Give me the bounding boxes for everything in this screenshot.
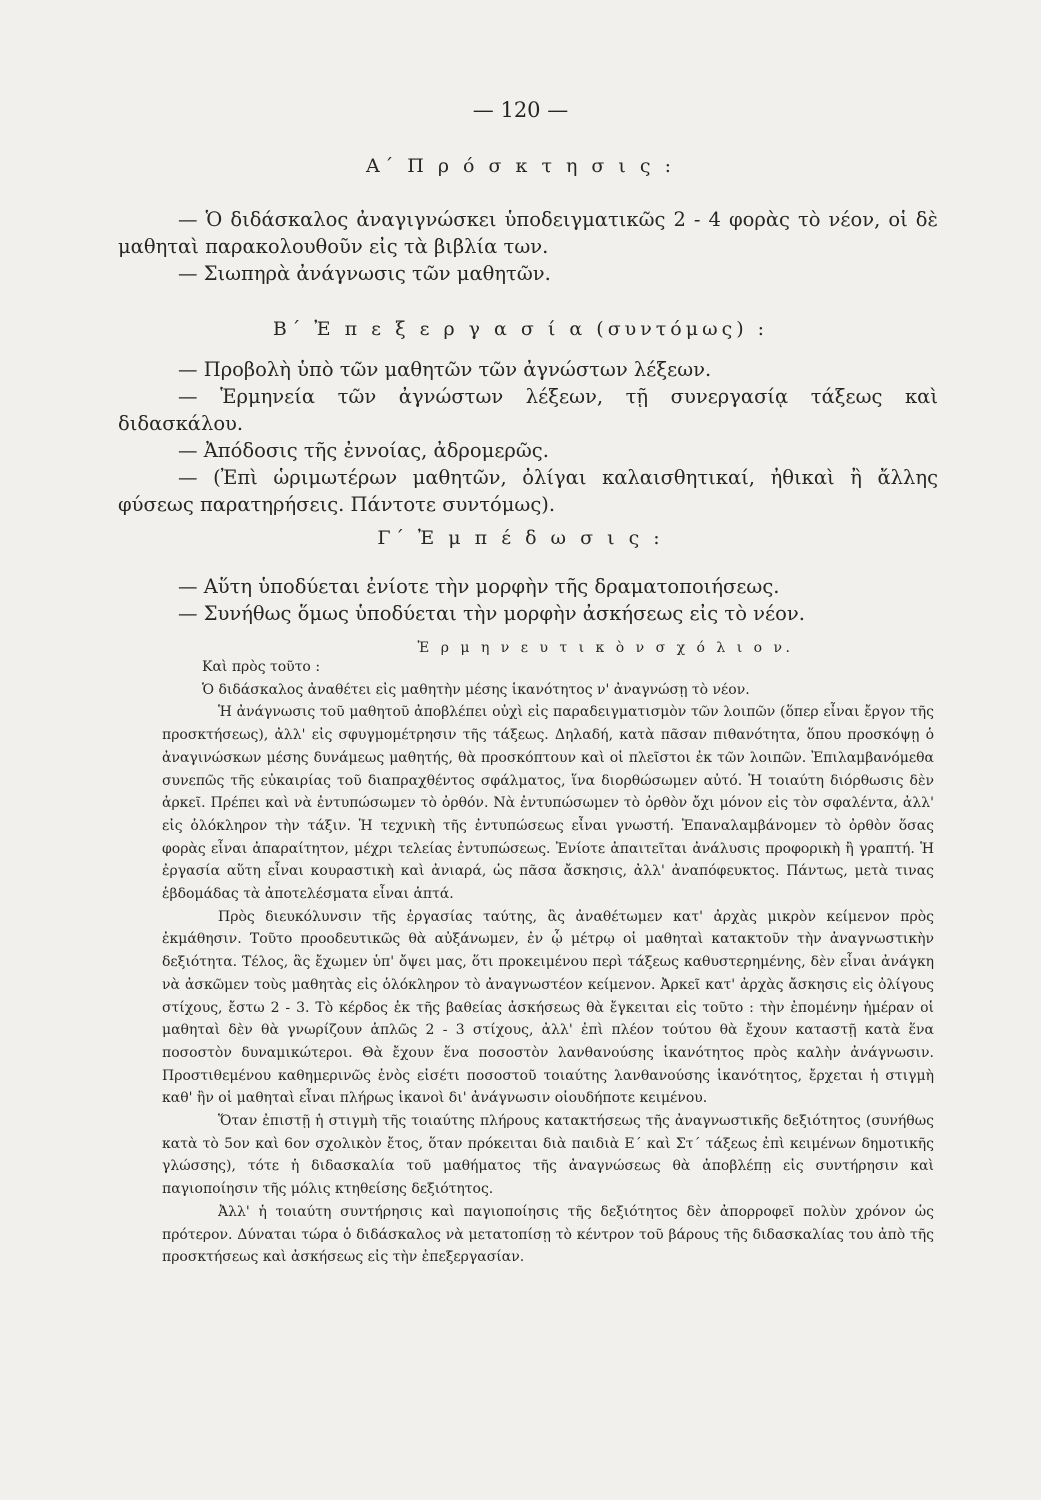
commentary-paragraph: Καὶ πρὸς τοῦτο :	[202, 659, 321, 675]
commentary-paragraph: Πρὸς διευκόλυνσιν τῆς ἐργασίας ταύτης, ἃς ἀναθέτωμεν κατ' ἀρχὰς μικρὸν κείμενον πρὸς ἐκμάθησιν. Τοῦτο προοδευτικῶς θὰ αὐξάνωμεν, ἐν ᾧ μέτρῳ οἱ μαθηταὶ κατακτοῦν τὴν ἀναγνωστικὴν δεξιότητα. Τέλος, ἃς ἔχωμεν ὑπ' ὄψει μας, ὅτι προκειμένου περὶ τάξεως καθυστερημένης, δὲν εἶναι ἀνάγκη νὰ ἀσκῶμεν τοὺς μαθητὰς εἰς ὁλόκληρον τὸ ἀναγνωστέον κείμενον. Ἀρκεῖ κατ' ἀρχὰς ἄσκησις εἰς ὀλίγους στίχους, ἔστω 2 - 3. Τὸ κέρδος ἐκ τῆς βαθείας ἀσκήσεως θὰ ἔγκειται εἰς τοῦτο : τὴν ἐπομένην ἡμέραν οἱ μαθηταὶ δὲν θὰ γνωρίζουν ἁπλῶς 2 - 3 στίχους, ἀλλ' ἐπὶ πλέον τούτου θὰ ἔχουν καταστῇ κατὰ ἕνα ποσοστὸν δυναμικώτεροι. Θὰ ἔχουν ἕνα ποσοστὸν λανθανούσης ἱκανότητος πρὸς καλὴν ἀνάγνωσιν. Προστιθεμένου καθημερινῶς ἑνὸς εἰσέτι ποσοστοῦ τοιαύτης λανθανούσης ἱκανότητος, ἔρχεται ἡ στιγμὴ καθ' ἣν οἱ μαθηταὶ εἶναι πλήρως ἱκανοὶ δι' ἀνάγνωσιν οἱουδήποτε κειμένου.	[162, 908, 934, 1107]
section-b-line: — Προβολὴ ὑπὸ τῶν μαθητῶν τῶν ἀγνώστων λέξεων.	[178, 358, 712, 381]
commentary-paragraph: Ἡ ἀνάγνωσις τοῦ μαθητοῦ ἀποβλέπει οὐχὶ εἰς παραδειγματισμὸν τῶν λοιπῶν (ὅπερ εἶναι ἔργον τῆς προσκτήσεως), ἀλλ' εἰς σφυγμομέτρησιν τῆς τάξεως. Δηλαδή, κατὰ πᾶσαν πιθανότητα, ὅπου προσκόψῃ ὁ ἀναγινώσκων μέσης δυνάμεως μαθητής, θὰ προσκόπτουν καὶ οἱ πλεῖστοι ἐκ τῶν λοιπῶν. Ἐπιλαμβανόμεθα συνεπῶς τῆς εὐκαιρίας τοῦ διαπραχθέντος σφάλματος, ἵνα διορθώσωμεν αὐτό. Ἡ τοιαύτη διόρθωσις δὲν ἀρκεῖ. Πρέπει καὶ νὰ ἐντυπώσωμεν τὸ ὀρθόν. Νὰ ἐντυπώσωμεν τὸ ὀρθὸν ὄχι μόνον εἰς τὸν σφαλέντα, ἀλλ' εἰς ὁλόκληρον τὴν τάξιν. Ἡ τεχνικὴ τῆς ἐντυπώσεως εἶναι γνωστή. Ἐπαναλαμβάνομεν τὸ ὀρθὸν ὅσας φορὰς εἶναι ἀπαραίτητον, μέχρι τελείας ἐντυπώσεως. Ἐνίοτε ἀπαιτεῖται ἀνάλυσις προφορικὴ ἢ γραπτή. Ἡ ἐργασία αὕτη εἶναι κουραστικὴ καὶ ἀνιαρά, ὡς πᾶσα ἄσκησις, ἀλλ' ἀναπόφευκτος. Πάντως, μετὰ τινας ἑβδομάδας τὰ ἀποτελέσματα εἶναι ἁπτά.	[162, 704, 934, 903]
commentary-title: Ἑ ρ μ η ν ε υ τ ι κ ὸ ν σ χ ό λ ι ο ν.	[417, 640, 794, 656]
section-a-body	[118, 206, 938, 287]
section-a-title: Α΄ Π ρ ό σ κ τ η σ ι ς :	[365, 155, 676, 177]
commentary-paragraph: Ἀλλ' ἡ τοιαύτη συντήρησις καὶ παγιοποίησις τῆς δεξιότητος δὲν ἀπορροφεῖ πολὺν χρόνον ὡς πρότερον. Δύναται τώρα ὁ διδάσκαλος νὰ μετατοπίσῃ τὸ κέντρον τοῦ βάρους τῆς διδασκαλίας του ἀπὸ τῆς προσκτήσεως καὶ ἀσκήσεως εἰς τὴν ἐπεξεργασίαν.	[162, 1203, 934, 1266]
section-a-line: — Ὁ διδάσκαλος ἀναγιγνώσκει ὑποδειγματικῶς 2 - 4 φορὰς τὸ νέον, οἱ δὲ μαθηταὶ παρακολουθοῦν εἰς τὰ βιβλία των.	[118, 208, 938, 258]
section-b-body	[118, 356, 938, 518]
section-b-title: Β΄ Ἐ π ε ξ ε ρ γ α σ ί α (συντόμως) :	[272, 318, 769, 340]
page-number: — 120 —	[472, 98, 569, 122]
section-c-line: — Αὕτη ὑποδύεται ἐνίοτε τὴν μορφὴν τῆς δραματοποιήσεως.	[178, 575, 780, 598]
section-c-title: Γ΄ Ἐ μ π έ δ ω σ ι ς :	[377, 527, 664, 549]
section-b-line: — Ἑρμηνεία τῶν ἀγνώστων λέξεων, τῇ συνεργασίᾳ τάξεως καὶ διδασκάλου.	[118, 385, 938, 435]
section-c-line: — Συνήθως ὅμως ὑποδύεται τὴν μορφὴν ἀσκήσεως εἰς τὸ νέον.	[178, 602, 805, 625]
commentary-paragraph: Ὅταν ἐπιστῇ ἡ στιγμὴ τῆς τοιαύτης πλήρους κατακτήσεως τῆς ἀναγνωστικῆς δεξιότητος (συνήθως κατὰ τὸ 5ον καὶ 6ον σχολικὸν ἔτος, ὅταν πρόκειται διὰ παιδιὰ Ε΄ καὶ Στ΄ τάξεως ἐπὶ κειμένων δημοτικῆς γλώσσης), τότε ἡ διδασκαλία τοῦ μαθήματος τῆς ἀναγνώσεως θὰ ἀποβλέπῃ εἰς συντήρησιν καὶ παγιοποίησιν τῆς μόλις κτηθείσης δεξιότητος.	[162, 1113, 934, 1198]
commentary-paragraph: Ὁ διδάσκαλος ἀναθέτει εἰς μαθητὴν μέσης ἱκανότητος ν' ἀναγνώσῃ τὸ νέον.	[202, 681, 750, 698]
section-b-line: — (Ἐπὶ ὡριμωτέρων μαθητῶν, ὀλίγαι καλαισθητικαί, ἠθικαὶ ἢ ἄλλης φύσεως παρατηρήσεις. Πάντοτε συντόμως).	[118, 466, 938, 516]
section-c-body	[118, 573, 938, 627]
section-b-line: — Ἀπόδοσις τῆς ἐννοίας, ἀδρομερῶς.	[178, 439, 549, 462]
section-a-line: — Σιωπηρὰ ἀνάγνωσις τῶν μαθητῶν.	[178, 262, 551, 285]
commentary-body	[162, 656, 934, 1269]
